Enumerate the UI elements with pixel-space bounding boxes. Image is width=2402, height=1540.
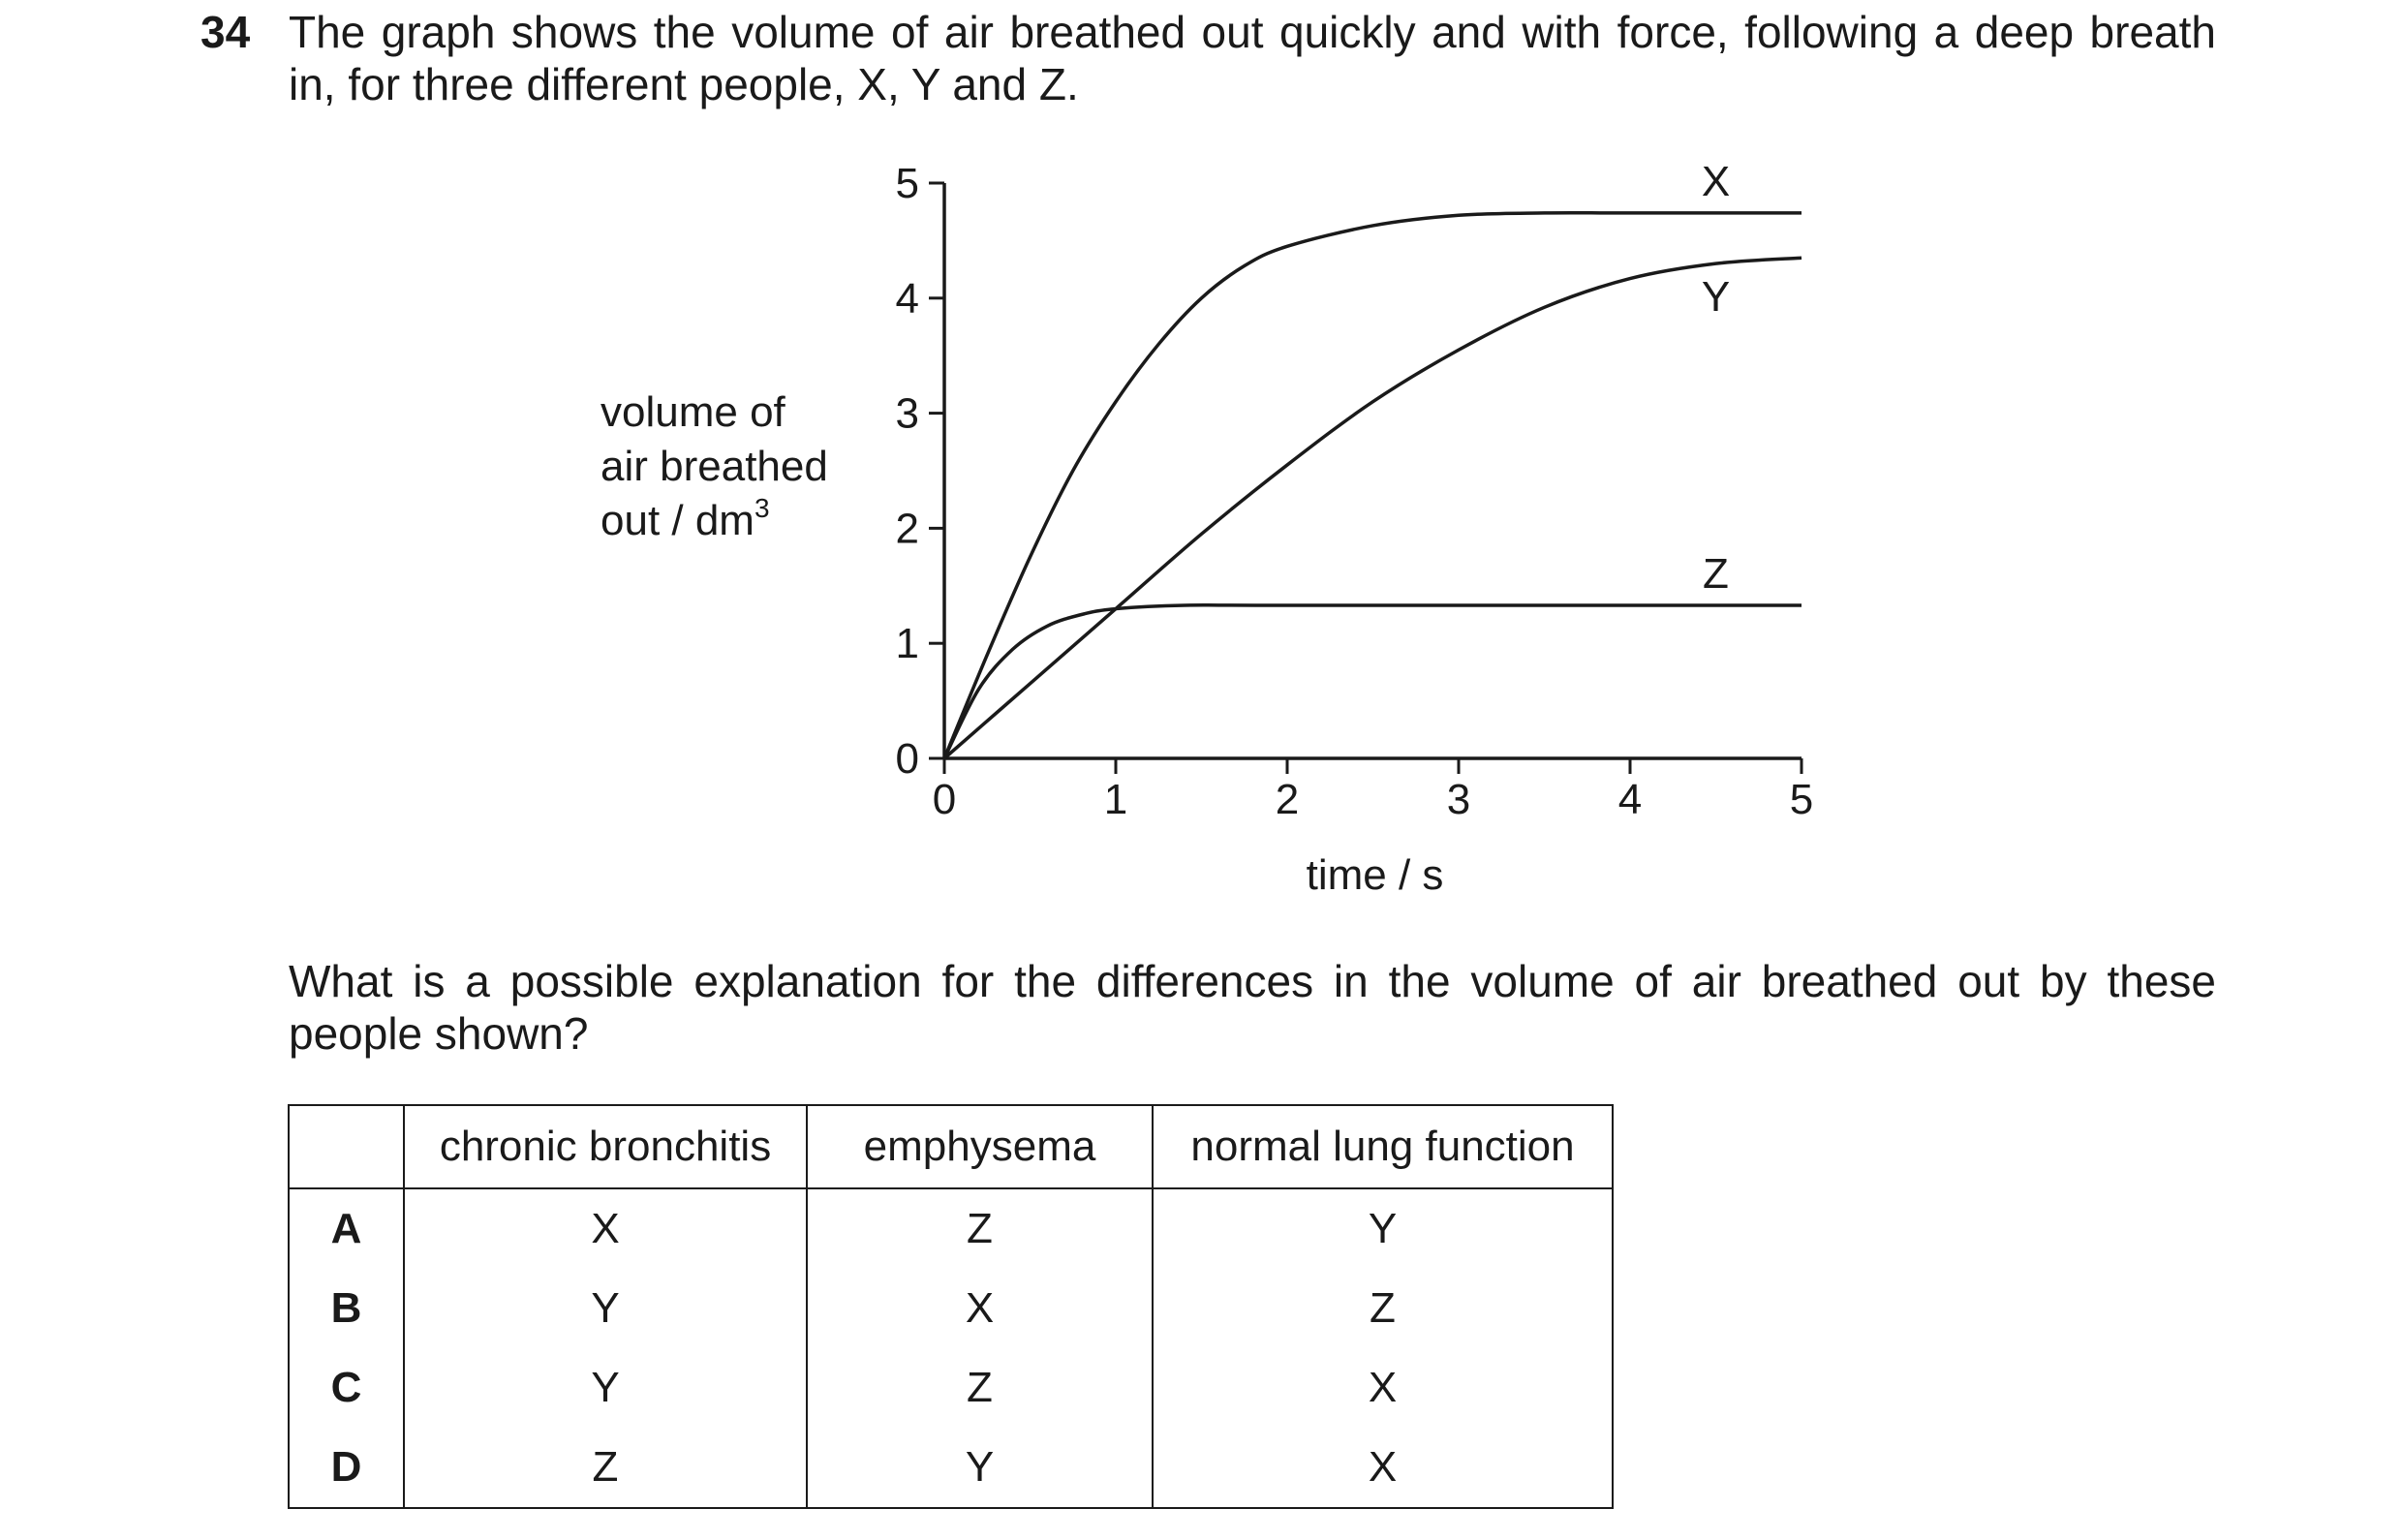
y-tick-label: 0: [895, 735, 919, 783]
option-cell: X: [807, 1269, 1153, 1348]
series-line-x: [944, 213, 1802, 758]
y-axis-label-superscript: 3: [754, 493, 770, 523]
question-prompt: What is a possible explanation for the differences in the volume of air breathed out by these people shown?: [289, 956, 2216, 1059]
option-cell: X: [1153, 1348, 1613, 1428]
option-row-a[interactable]: [289, 1188, 1613, 1269]
option-row-d[interactable]: [289, 1428, 1613, 1508]
option-cell: X: [1153, 1428, 1613, 1508]
y-tick-label: 3: [895, 389, 919, 438]
y-axis-label-line-2: air breathed: [600, 443, 828, 490]
option-letter: A: [289, 1188, 404, 1269]
x-tick-label: 3: [1446, 776, 1471, 823]
series-label-x: X: [1701, 157, 1731, 205]
answer-options-table: [288, 1104, 1614, 1509]
y-axis-label-line-1: volume of: [600, 388, 785, 436]
option-cell: Y: [1153, 1188, 1613, 1269]
option-row-c[interactable]: [289, 1348, 1613, 1428]
option-letter: B: [289, 1269, 404, 1348]
option-cell: Z: [1153, 1269, 1613, 1348]
option-row-b[interactable]: [289, 1269, 1613, 1348]
x-tick-label: 4: [1617, 776, 1643, 823]
table-header-row: [289, 1105, 1613, 1188]
option-cell: Z: [404, 1428, 807, 1508]
x-tick-label: 0: [932, 776, 957, 823]
option-letter: C: [289, 1348, 404, 1428]
option-cell: Y: [404, 1348, 807, 1428]
question-stem: The graph shows the volume of air breathed out quickly and with force, following a deep breath in, for three different people, X, Y and Z.: [289, 7, 2216, 109]
series-label-y: Y: [1701, 273, 1731, 322]
option-cell: Z: [807, 1348, 1153, 1428]
series-line-y: [944, 258, 1802, 758]
y-tick-label: 2: [895, 505, 919, 553]
x-tick-label: 2: [1275, 776, 1300, 823]
option-letter: D: [289, 1428, 404, 1508]
x-tick-label: 5: [1789, 776, 1814, 823]
header-blank: [289, 1105, 404, 1188]
option-cell: Z: [807, 1188, 1153, 1269]
x-tick-label: 1: [1103, 776, 1128, 823]
option-cell: Y: [404, 1269, 807, 1348]
option-cell: X: [404, 1188, 807, 1269]
y-tick-label: 4: [895, 274, 919, 323]
y-tick-label: 1: [895, 620, 919, 668]
header-emphysema: emphysema: [807, 1105, 1153, 1188]
y-tick-label: 5: [895, 160, 919, 207]
option-cell: Y: [807, 1428, 1153, 1508]
y-axis-label-unit: out / dm: [600, 497, 754, 544]
series-line-z: [944, 605, 1802, 758]
series-label-z: Z: [1703, 549, 1729, 598]
x-axis-label: time / s: [1306, 851, 1444, 899]
question-number: 34: [200, 7, 251, 57]
header-normal-lung-function: normal lung function: [1153, 1105, 1613, 1188]
header-chronic-bronchitis: chronic bronchitis: [404, 1105, 807, 1188]
